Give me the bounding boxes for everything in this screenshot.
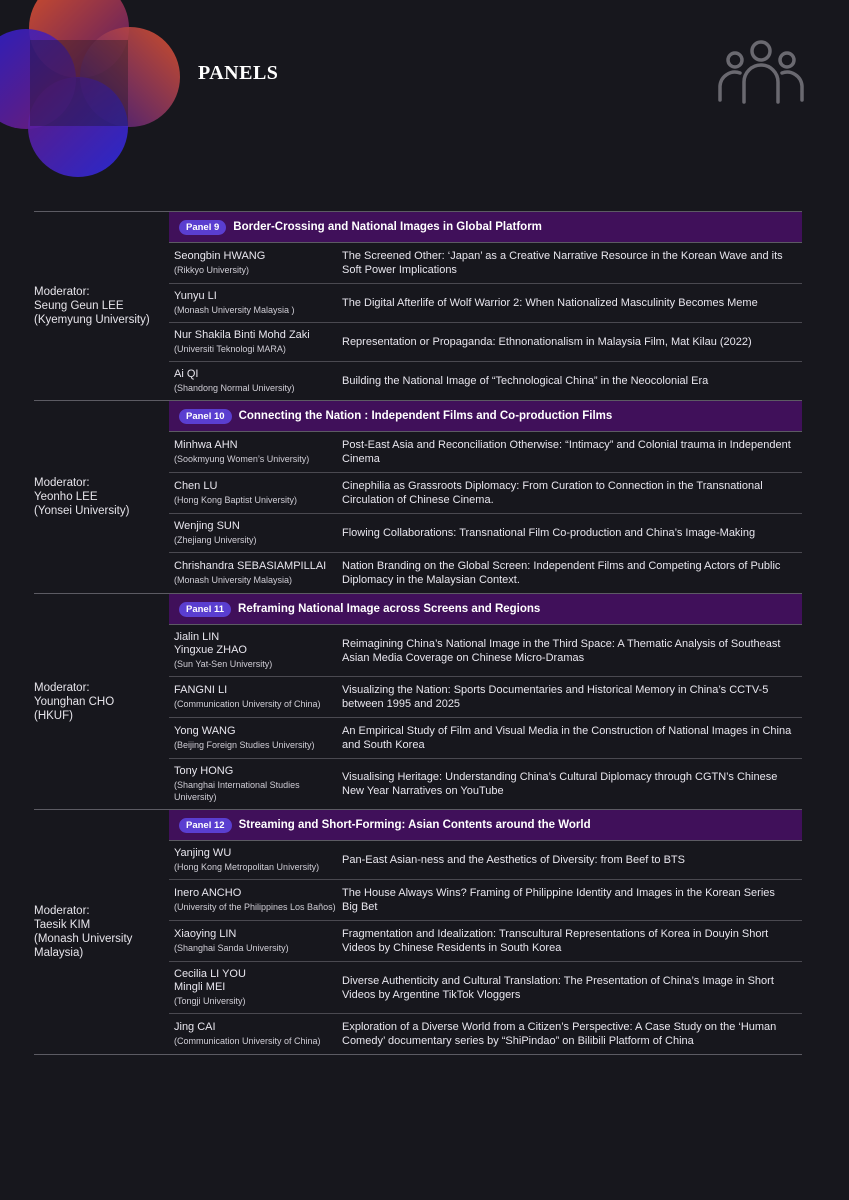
panel-title: Connecting the Nation : Independent Films and Co-production Films <box>238 410 613 422</box>
presentation-row <box>169 362 802 400</box>
panel-title: Streaming and Short-Forming: Asian Contents around the World <box>238 819 591 831</box>
speaker-affiliation: (Sun Yat-Sen University) <box>174 659 273 669</box>
speaker-cell <box>169 560 336 586</box>
paper-title: Flowing Collaborations: Transnational Film Co-production and China’s Image-Making <box>342 527 756 539</box>
speaker-affiliation: (Hong Kong Metropolitan University) <box>174 862 320 872</box>
speaker-affiliation: (Shanghai International Studies University) <box>174 780 300 802</box>
speaker-name: Seongbin HWANG <box>174 250 266 262</box>
speaker-affiliation: (University of the Philippines Los Baños) <box>174 902 336 912</box>
presentation-row <box>169 284 802 323</box>
speaker-affiliation: (Shanghai Sanda University) <box>174 943 289 953</box>
panel-badge: Panel 12 <box>179 818 232 833</box>
presentation-row <box>169 718 802 759</box>
speaker-affiliation: (Hong Kong Baptist University) <box>174 495 298 505</box>
speaker-affiliation: (Tongji University) <box>174 996 246 1006</box>
paper-title: Exploration of a Diverse World from a Citizen’s Perspective: A Case Study on the ‘Human Comedy’ documentary series by “ShiPindao” on Bilibili Platform of China <box>342 1021 777 1047</box>
speaker-name: Inero ANCHO <box>174 887 242 899</box>
speaker-affiliation: (Beijing Foreign Studies University) <box>174 740 315 750</box>
speaker-cell <box>169 1021 336 1047</box>
speaker-name: FANGNI LI <box>174 684 228 696</box>
gradient-circles-decoration <box>0 0 200 190</box>
speaker-name: Wenjing SUN <box>174 520 240 532</box>
speaker-affiliation: (Zhejiang University) <box>174 535 257 545</box>
presentation-row <box>169 553 802 593</box>
moderator-cell <box>34 401 169 593</box>
panel-title: Border-Crossing and National Images in Global Platform <box>233 221 542 233</box>
speaker-name: Xiaoying LIN <box>174 928 237 940</box>
moderator-text: Moderator: Younghan CHO (HKUF) <box>34 681 115 722</box>
speaker-name: Yanjing WU <box>174 847 232 859</box>
paper-title: Representation or Propaganda: Ethnonationalism in Malaysia Film, Mat Kilau (2022) <box>342 336 752 348</box>
panel-badge: Panel 9 <box>179 220 226 235</box>
speaker-name: Jialin LIN Yingxue ZHAO <box>174 631 247 656</box>
paper-title: The Digital Afterlife of Wolf Warrior 2: When Nationalized Masculinity Becomes Meme <box>342 297 758 309</box>
speaker-name: Nur Shakila Binti Mohd Zaki <box>174 329 310 341</box>
speaker-cell <box>169 725 336 751</box>
paper-title: Cinephilia as Grassroots Diplomacy: From Curation to Connection in the Transnational Circulation of Chinese Cinema. <box>342 480 763 506</box>
speaker-affiliation: (Rikkyo University) <box>174 265 250 275</box>
speaker-affiliation: (Communication University of China) <box>174 699 321 709</box>
speaker-name: Chen LU <box>174 480 218 492</box>
speaker-name: Yong WANG <box>174 725 236 737</box>
panel-content <box>169 594 802 809</box>
speaker-cell <box>169 520 336 546</box>
presentation-row <box>169 880 802 921</box>
moderator-cell <box>34 212 169 400</box>
moderator-cell <box>34 810 169 1054</box>
speaker-affiliation: (Universiti Teknologi MARA) <box>174 344 286 354</box>
presentation-row <box>169 962 802 1014</box>
presentation-row <box>169 677 802 718</box>
speaker-name: Cecilia LI YOU Mingli MEI <box>174 968 246 993</box>
panel-content <box>169 401 802 593</box>
paper-title: Diverse Authenticity and Cultural Translation: The Presentation of China’s Image in Short Videos by Argentine TikTok Vloggers <box>342 974 774 1001</box>
speaker-cell <box>169 684 336 710</box>
paper-title: Visualising Heritage: Understanding China’s Cultural Diplomacy through CGTN’s Chinese New Year Narratives on YouTube <box>342 771 778 797</box>
moderator-text: Moderator: Yeonho LEE (Yonsei University) <box>34 477 130 517</box>
paper-title: Building the National Image of “Technological China” in the Neocolonial Era <box>342 375 709 387</box>
panel-header <box>169 594 802 625</box>
panel-badge: Panel 10 <box>179 409 232 424</box>
speaker-affiliation: (Communication University of China) <box>174 1036 321 1046</box>
speaker-cell <box>169 765 336 803</box>
speaker-affiliation: (Monash University Malaysia ) <box>174 305 295 315</box>
presentation-row <box>169 1014 802 1054</box>
speaker-affiliation: (Sookmyung Women’s University) <box>174 454 310 464</box>
panel-title: Reframing National Image across Screens and Regions <box>238 603 541 615</box>
speaker-cell <box>169 290 336 316</box>
speaker-name: Yunyu LI <box>174 290 217 302</box>
speaker-cell <box>169 480 336 506</box>
presentation-row <box>169 625 802 677</box>
panel-block <box>34 593 802 809</box>
panel-block <box>34 211 802 400</box>
presentation-row <box>169 514 802 553</box>
paper-title: The Screened Other: ‘Japan’ as a Creative Narrative Resource in the Korean Wave and its Soft Power Implications <box>342 250 783 276</box>
speaker-affiliation: (Monash University Malaysia) <box>174 575 293 585</box>
speaker-cell <box>169 631 336 670</box>
speaker-name: Jing CAI <box>174 1021 216 1033</box>
people-group-icon <box>712 38 810 104</box>
speaker-cell <box>169 250 336 276</box>
presentation-row <box>169 759 802 809</box>
speaker-name: Tony HONG <box>174 765 234 777</box>
paper-title: Pan-East Asian-ness and the Aesthetics of Diversity: from Beef to BTS <box>342 854 685 866</box>
panel-block <box>34 809 802 1055</box>
presentation-row <box>169 473 802 514</box>
paper-title: Visualizing the Nation: Sports Documentaries and Historical Memory in China’s CCTV-5 between 1995 and 2025 <box>342 684 769 710</box>
speaker-affiliation: (Shandong Normal University) <box>174 383 295 393</box>
paper-title: An Empirical Study of Film and Visual Media in the Construction of National Images in China and South Korea <box>342 725 792 751</box>
speaker-name: Ai QI <box>174 368 199 380</box>
page-title: PANELS <box>198 62 279 84</box>
speaker-cell <box>169 368 336 394</box>
panel-program-table <box>34 211 802 1055</box>
panel-header <box>169 810 802 841</box>
paper-title: Fragmentation and Idealization: Transcultural Representations of Korea in Douyin Short Videos by Chinese Residents in South Korea <box>342 928 769 954</box>
panel-content <box>169 810 802 1054</box>
presentation-row <box>169 243 802 284</box>
speaker-cell <box>169 928 336 954</box>
speaker-cell <box>169 968 336 1007</box>
presentation-row <box>169 841 802 880</box>
panel-header <box>169 212 802 243</box>
panel-badge: Panel 11 <box>179 602 231 617</box>
moderator-text: Moderator: Taesik KIM (Monash University Malaysia) <box>34 905 133 959</box>
moderator-cell <box>34 594 169 809</box>
presentation-row <box>169 432 802 473</box>
paper-title: Reimagining China’s National Image in the Third Space: A Thematic Analysis of Southeast Asian Media Coverage on Chinese Micro-Dramas <box>342 637 781 664</box>
presentation-row <box>169 921 802 962</box>
paper-title: The House Always Wins? Framing of Philippine Identity and Images in the Korean Series Big Bet <box>342 887 775 913</box>
speaker-cell <box>169 439 336 465</box>
speaker-name: Minhwa AHN <box>174 439 238 451</box>
panel-header <box>169 401 802 432</box>
speaker-name: Chrishandra SEBASIAMPILLAI <box>174 560 327 572</box>
moderator-text: Moderator: Seung Geun LEE (Kyemyung University) <box>34 286 150 326</box>
presentation-row <box>169 323 802 362</box>
speaker-cell <box>169 887 336 913</box>
panel-block <box>34 400 802 593</box>
paper-title: Post-East Asia and Reconciliation Otherwise: “Intimacy” and Colonial trauma in Independent Cinema <box>342 439 791 465</box>
paper-title: Nation Branding on the Global Screen: Independent Films and Competing Actors of Public Diplomacy in the Malaysian Context. <box>342 560 781 586</box>
speaker-cell <box>169 847 336 873</box>
panel-content <box>169 212 802 400</box>
speaker-cell <box>169 329 336 355</box>
